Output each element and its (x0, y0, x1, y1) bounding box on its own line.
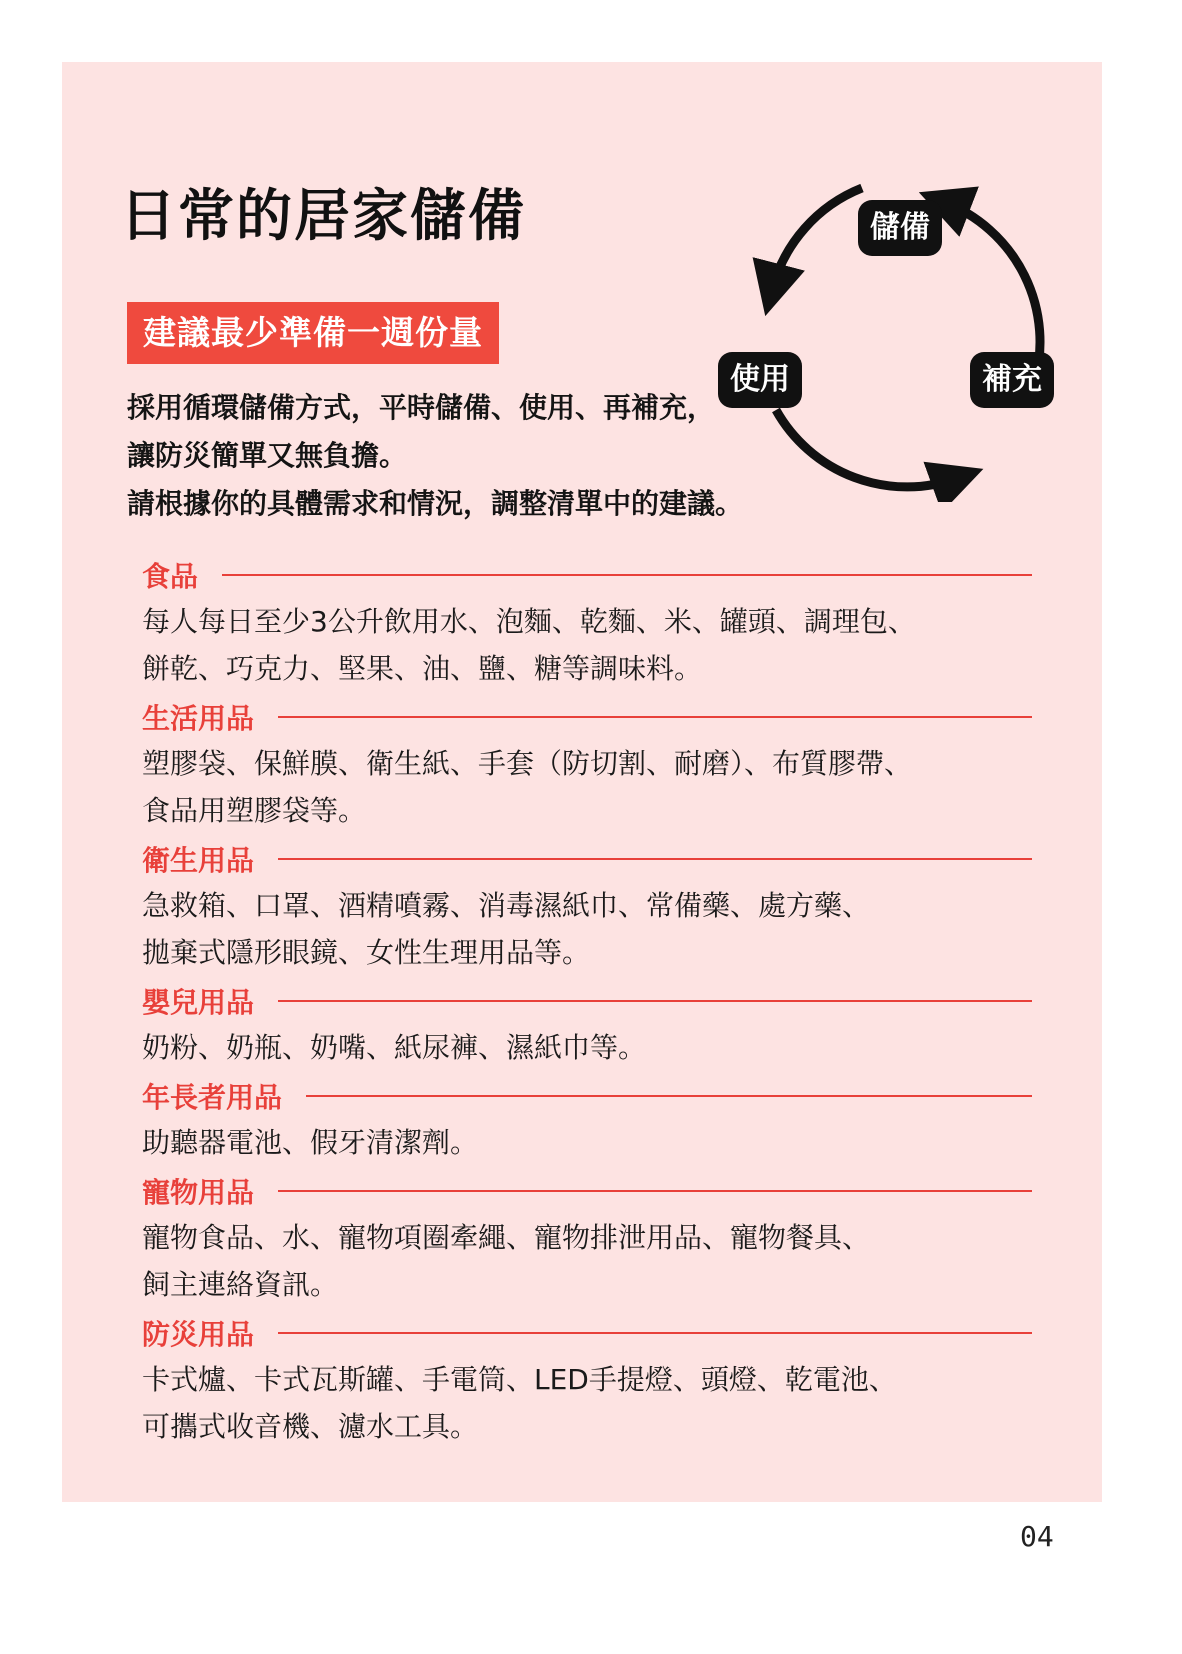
section-elderly (142, 1073, 1032, 1168)
section-heading: 嬰兒用品 (142, 986, 255, 1019)
section-line: 塑膠袋、保鮮膜、衛生紙、手套（防切割、耐磨）、布質膠帶、 (142, 747, 913, 780)
section-line: 飼主連絡資訊。 (142, 1268, 339, 1301)
section-line: 助聽器電池、假牙清潔劑。 (142, 1126, 479, 1159)
section-heading: 寵物用品 (142, 1176, 255, 1209)
divider (222, 574, 1032, 576)
intro-line: 讓防災簡單又無負擔。 (127, 439, 408, 472)
cycle-arrow-bottom (776, 410, 958, 487)
section-line: 餅乾、巧克力、堅果、油、鹽、糖等調味料。 (142, 652, 703, 685)
section-heading: 生活用品 (142, 702, 255, 735)
section-line: 奶粉、奶瓶、奶嘴、紙尿褲、濕紙巾等。 (142, 1031, 647, 1064)
divider (278, 1190, 1032, 1192)
section-line: 食品用塑膠袋等。 (142, 794, 367, 827)
section-heading: 年長者用品 (142, 1081, 283, 1114)
cycle-arrow-top-left (772, 188, 862, 290)
section-daily-goods (142, 694, 1032, 836)
page-number: 04 (1020, 1520, 1054, 1553)
section-disaster (142, 1310, 1032, 1452)
intro-line: 請根據你的具體需求和情況，調整清單中的建議。 (127, 487, 744, 520)
section-heading: 食品 (142, 560, 199, 593)
divider (306, 1095, 1032, 1097)
divider (278, 1332, 1032, 1334)
cycle-diagram (712, 142, 1102, 502)
section-pet (142, 1168, 1032, 1310)
cycle-label-refill: 補充 (970, 352, 1054, 408)
cycle-label-store: 儲備 (858, 200, 942, 256)
cycle-arrows (712, 142, 1102, 502)
section-line: 卡式爐、卡式瓦斯罐、手電筒、LED手提燈、頭燈、乾電池、 (142, 1363, 897, 1396)
section-hygiene (142, 836, 1032, 978)
page-title: 日常的居家儲備 (120, 184, 526, 249)
divider (278, 858, 1032, 860)
section-line: 可攜式收音機、濾水工具。 (142, 1410, 479, 1443)
section-food (142, 552, 1032, 694)
cycle-label-use: 使用 (718, 352, 802, 408)
section-line: 每人每日至少3公升飲用水、泡麵、乾麵、米、罐頭、調理包、 (142, 605, 916, 638)
supply-list (142, 552, 1032, 1452)
intro-line: 採用循環儲備方式，平時儲備、使用、再補充， (127, 391, 716, 424)
section-line: 急救箱、口罩、酒精噴霧、消毒濕紙巾、常備藥、處方藥、 (142, 889, 871, 922)
subtitle-tag: 建議最少準備一週份量 (127, 302, 499, 364)
section-heading: 防災用品 (142, 1318, 255, 1351)
section-baby (142, 978, 1032, 1073)
divider (278, 716, 1032, 718)
section-line: 寵物食品、水、寵物項圈牽繩、寵物排泄用品、寵物餐具、 (142, 1221, 871, 1254)
section-line: 拋棄式隱形眼鏡、女性生理用品等。 (142, 936, 591, 969)
section-heading: 衛生用品 (142, 844, 255, 877)
divider (278, 1000, 1032, 1002)
content-panel (62, 62, 1102, 1502)
